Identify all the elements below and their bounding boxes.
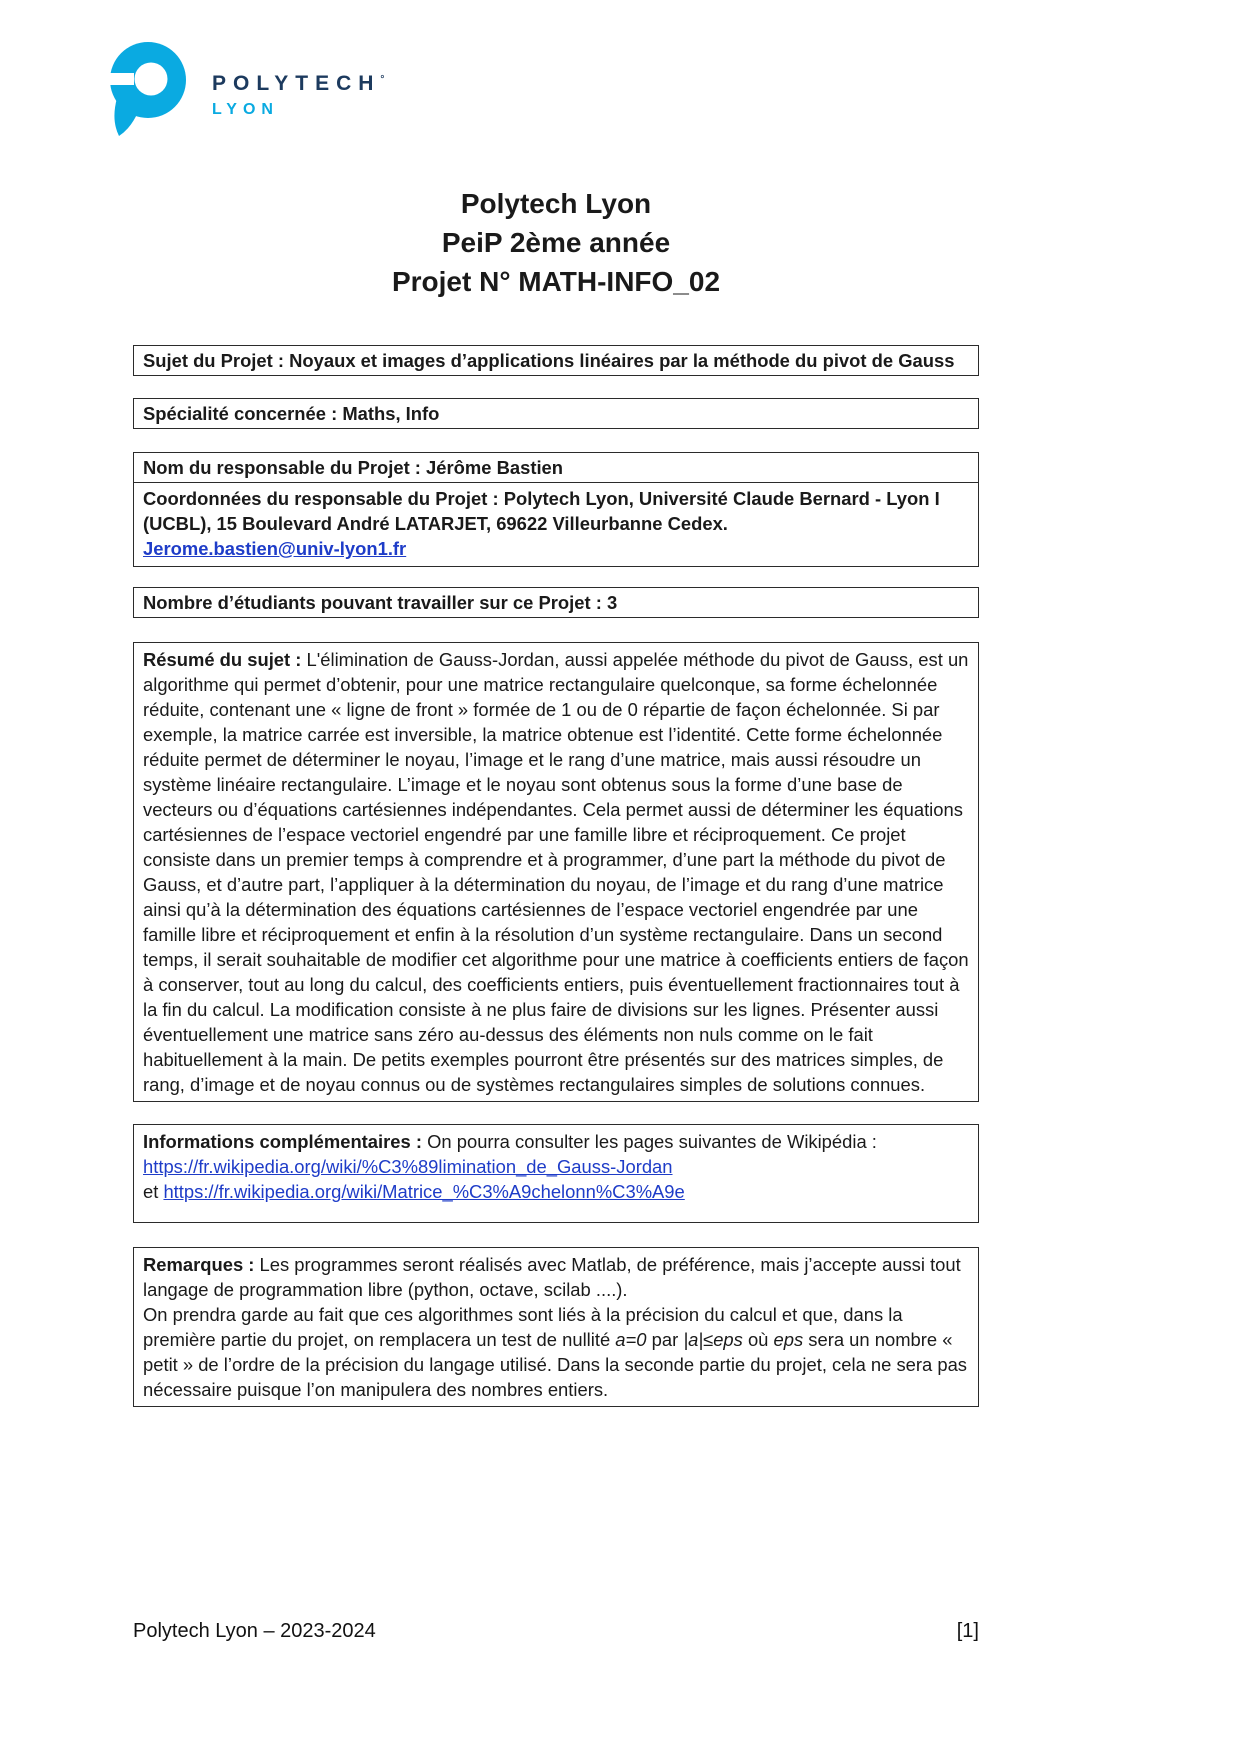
responsable-coordonnees [134, 483, 978, 566]
remarques-text-2d: sera un nombre « petit » de l’ordre de la précision du langage utilisé. Dans la seconde partie du projet, cela ne sera pas nécessaire puisque l’on manipulera des nombres entiers. [143, 1329, 968, 1400]
infos-link2-line [143, 1179, 969, 1204]
remarques-math-abs-eps: |a|≤eps [683, 1329, 743, 1350]
responsable-box [133, 452, 979, 567]
resume-label: Résumé du sujet : [143, 649, 307, 670]
remarques-box [133, 1247, 979, 1407]
document-title [133, 184, 979, 301]
etudiants-text: Nombre d’étudiants pouvant travailler sur ce Projet : 3 [143, 592, 618, 613]
responsable-adresse: Coordonnées du responsable du Projet : Polytech Lyon, Université Claude Bernard - Lyon I (UCBL), 15 Boulevard André LATARJET, 69622 Villeurbanne Cedex. [143, 488, 940, 534]
title-line-2: PeiP 2ème année [441, 227, 671, 258]
wikipedia-gauss-jordan-link[interactable]: https://fr.wikipedia.org/wiki/%C3%89limination_de_Gauss-Jordan [143, 1156, 673, 1177]
resume-box [133, 642, 979, 1102]
remarques-paragraph-1 [143, 1252, 969, 1302]
remarques-paragraph-2 [143, 1302, 969, 1402]
page-footer [133, 1620, 979, 1643]
footer-page-number: [1] [956, 1620, 979, 1642]
trademark-icon: ° [380, 73, 385, 85]
infos-et: et [143, 1181, 164, 1202]
infos-link1-line [143, 1154, 969, 1179]
wikipedia-matrice-echelonnee-link[interactable]: https://fr.wikipedia.org/wiki/Matrice_%C3%A9chelonn%C3%A9e [163, 1181, 685, 1202]
remarques-text-2c: où [742, 1329, 774, 1350]
etudiants-box [133, 587, 979, 618]
logo-brand-text: POLYTECH° [212, 71, 385, 95]
remarques-label: Remarques : [143, 1254, 260, 1275]
footer-left-text: Polytech Lyon – 2023-2024 [133, 1620, 376, 1642]
infos-label: Informations complémentaires : [143, 1131, 428, 1152]
remarques-text-2a: On prendra garde au fait que ces algorithmes sont liés à la précision du calcul et que, dans la première partie du projet, on remplacera un test de nullité [143, 1304, 903, 1350]
remarques-text-2b: par [646, 1329, 684, 1350]
infos-intro-line [143, 1129, 969, 1154]
remarques-math-eps: eps [773, 1329, 804, 1350]
specialite-box [133, 398, 979, 429]
title-line-3: Projet N° MATH-INFO_02 [391, 266, 721, 297]
resume-text: L'élimination de Gauss-Jordan, aussi appelée méthode du pivot de Gauss, est un algorithme qui permet d’obtenir, pour une matrice rectangulaire quelconque, sa forme échelonnée réduite, contenant une « ligne de front » formée de 1 ou de 0 répartie de façon échelonnée. Si par exemple, la matrice carrée est inversible, la matrice obtenue est l’identité. Cette forme échelonnée réduite permet de déterminer le noyau, l’image et le rang d’une matrice, mais aussi résoudre un système linéaire rectangulaire. L’image et le noyau sont obtenus sous la forme d’une base de vecteurs ou d’équations cartésiennes indépendantes. Cela permet aussi de déterminer les équations cartésiennes de l’espace vectoriel engendré par une famille libre et réciproquement. Ce projet consiste dans un premier temps à comprendre et à programmer, d’une part la méthode du pivot de Gauss, et d’autre part, l’appliquer à la détermination du noyau, de l’image et du rang d’une matrice ainsi qu’à la détermination des équations cartésiennes de l’espace vectoriel engendrée par une famille libre et réciproquement et enfin à la résolution d’un système rectangulaire. Dans un second temps, il serait souhaitable de modifier cet algorithme pour une matrice à coefficients entiers de façon à conserver, tout au long du calcul, des coefficients entiers, puis éventuellement fractionnaires tout à la fin du calcul. La modification consiste à ne plus faire de divisions sur les lignes. Présenter aussi éventuellement une matrice sans zéro au-dessus des éléments non nuls comme on le fait habituellement à la main. De petits exemples pourront être présentés sur des matrices simples, de rang, d’image et de noyau connus ou de systèmes rectangulaires simples de solutions connues. [143, 649, 969, 1095]
document-body [133, 0, 979, 1407]
responsable-nom: Nom du responsable du Projet : Jérôme Bastien [134, 453, 978, 483]
title-line-1: Polytech Lyon [460, 188, 652, 219]
remarques-text-1: Les programmes seront réalisés avec Matlab, de préférence, mais j’accepte aussi tout langage de programmation libre (python, octave, scilab ....). [143, 1254, 961, 1300]
infos-box [133, 1124, 979, 1223]
remarques-math-a0: a=0 [615, 1329, 647, 1350]
sujet-text: Sujet du Projet : Noyaux et images d’applications linéaires par la méthode du pivot de Gauss [143, 350, 955, 371]
sujet-box [133, 345, 979, 376]
responsable-email-link[interactable]: Jerome.bastien@univ-lyon1.fr [143, 538, 407, 559]
infos-intro: On pourra consulter les pages suivantes de Wikipédia : [427, 1131, 877, 1152]
logo-city-text: LYON [212, 100, 279, 118]
specialite-text: Spécialité concernée : Maths, Info [143, 403, 440, 424]
